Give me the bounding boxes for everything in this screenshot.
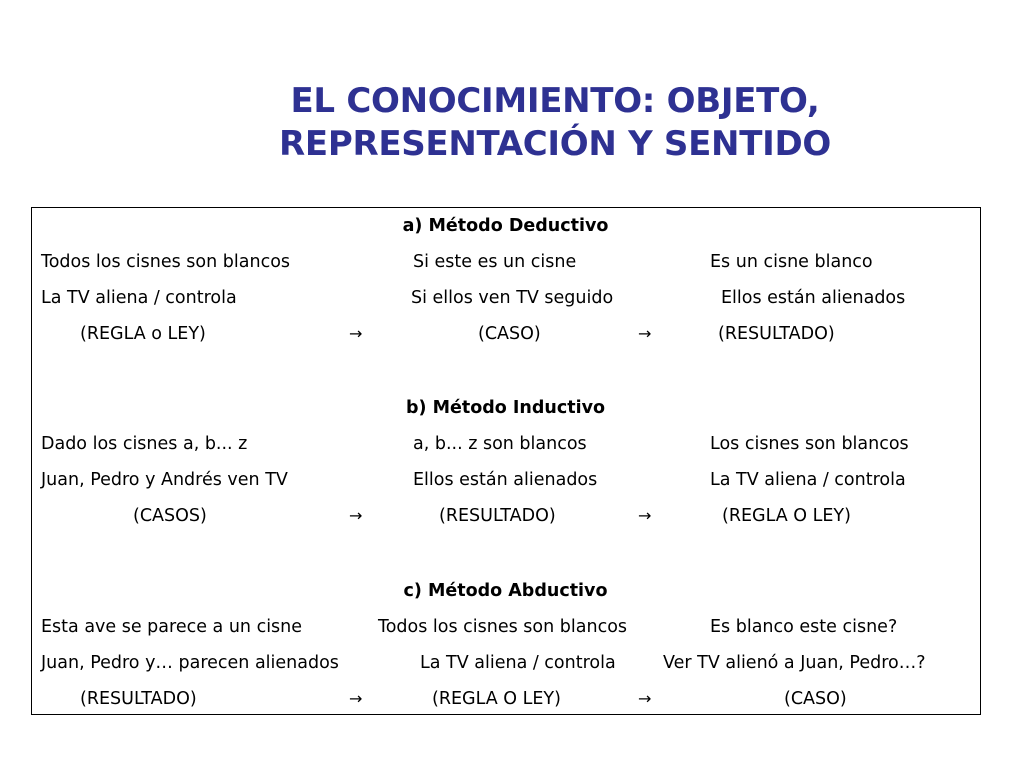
abductivo-label-2: (REGLA O LEY)	[432, 689, 561, 709]
arrow-right-icon: →	[349, 506, 363, 525]
deductivo-label-2: (CASO)	[478, 324, 541, 344]
arrow-right-icon: →	[349, 324, 363, 343]
deductivo-row2-col1: La TV aliena / controla	[41, 288, 237, 308]
deductivo-row1-col3: Es un cisne blanco	[710, 252, 873, 272]
deductivo-label-1: (REGLA o LEY)	[80, 324, 206, 344]
abductivo-row1-col1: Esta ave se parece a un cisne	[41, 617, 303, 637]
heading-deductivo: a) Método Deductivo	[402, 216, 609, 236]
heading-inductivo: b) Método Inductivo	[405, 398, 606, 418]
arrow-right-icon: →	[349, 689, 363, 708]
abductivo-row1-col3: Es blanco este cisne?	[710, 617, 898, 637]
methods-box	[31, 207, 981, 715]
inductivo-row2-col1: Juan, Pedro y Andrés ven TV	[41, 470, 288, 490]
slide-title	[150, 80, 960, 166]
deductivo-row2-col2: Si ellos ven TV seguido	[411, 288, 614, 308]
abductivo-row2-col3: Ver TV alienó a Juan, Pedro…?	[663, 653, 926, 673]
inductivo-label-3: (REGLA O LEY)	[722, 506, 851, 526]
abductivo-row1-col2: Todos los cisnes son blancos	[378, 617, 628, 637]
abductivo-label-3: (CASO)	[784, 689, 847, 709]
inductivo-label-1: (CASOS)	[133, 506, 207, 526]
abductivo-label-1: (RESULTADO)	[80, 689, 197, 709]
inductivo-label-2: (RESULTADO)	[439, 506, 556, 526]
deductivo-row1-col1: Todos los cisnes son blancos	[41, 252, 291, 272]
arrow-right-icon: →	[638, 506, 652, 525]
arrow-right-icon: →	[638, 324, 652, 343]
title-line-1: EL CONOCIMIENTO: OBJETO,	[290, 81, 820, 121]
deductivo-row2-col3: Ellos están alienados	[721, 288, 906, 308]
deductivo-label-3: (RESULTADO)	[718, 324, 835, 344]
abductivo-row2-col1: Juan, Pedro y… parecen alienados	[41, 653, 339, 673]
title-line-2: REPRESENTACIÓN Y SENTIDO	[279, 124, 831, 164]
inductivo-row2-col2: Ellos están alienados	[413, 470, 598, 490]
abductivo-row2-col2: La TV aliena / controla	[420, 653, 616, 673]
arrow-right-icon: →	[638, 689, 652, 708]
inductivo-row2-col3: La TV aliena / controla	[710, 470, 906, 490]
inductivo-row1-col2: a, b... z son blancos	[413, 434, 587, 454]
inductivo-row1-col3: Los cisnes son blancos	[710, 434, 909, 454]
deductivo-row1-col2: Si este es un cisne	[413, 252, 577, 272]
heading-abductivo: c) Método Abductivo	[403, 581, 608, 601]
inductivo-row1-col1: Dado los cisnes a, b... z	[41, 434, 248, 454]
